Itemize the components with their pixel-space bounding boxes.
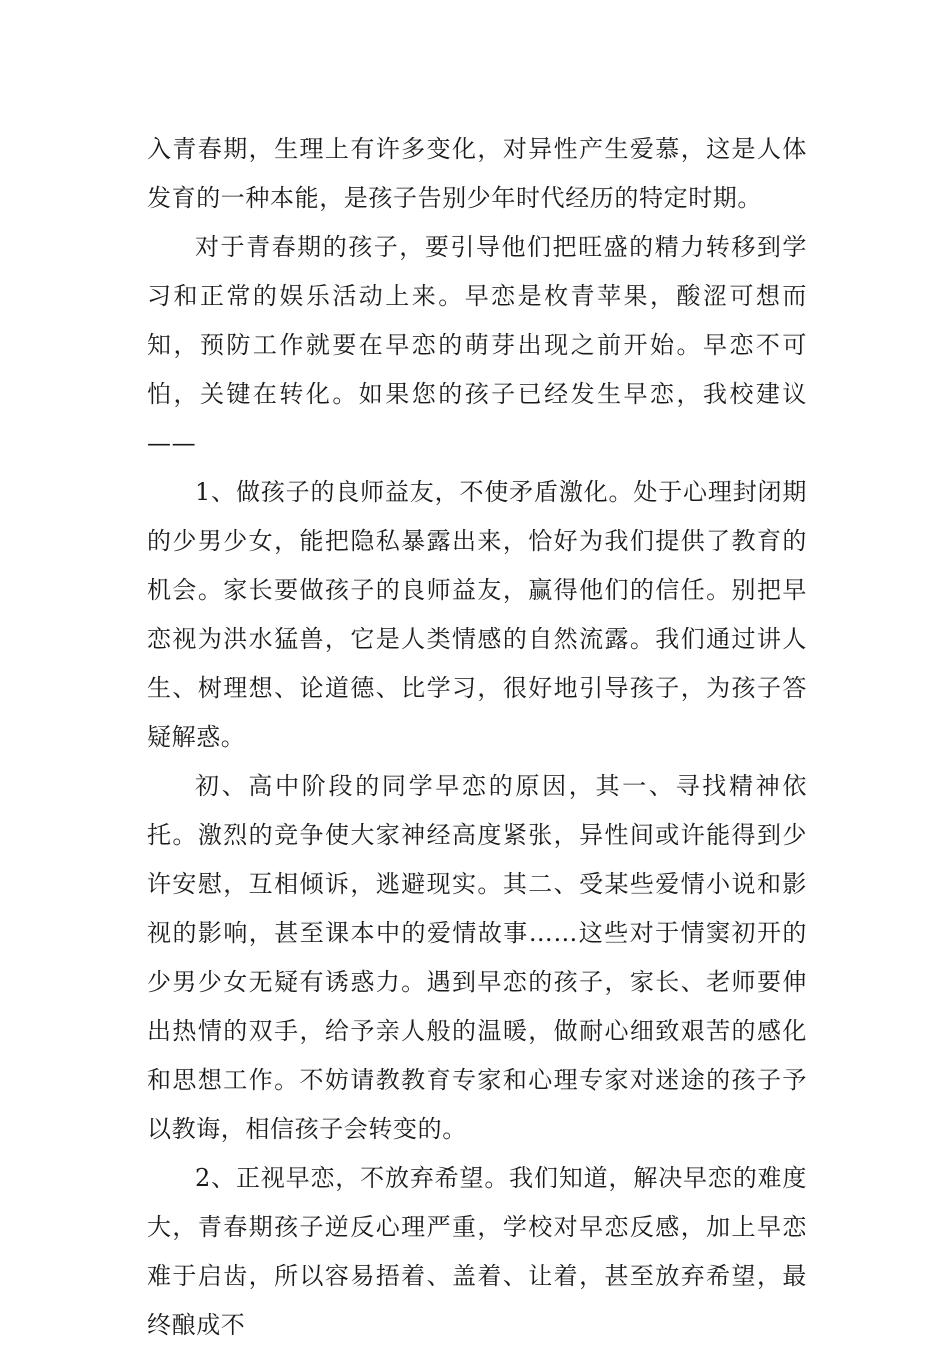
paragraph-4: 初、高中阶段的同学早恋的原因，其一、寻找精神依托。激烈的竞争使大家神经高度紧张，异性间或许能得到少许安慰，互相倾诉，逃避现实。其二、受某些爱情小说和影视的影响，甚至课本中的爱情故事……这些对于情窦初开的少男少女无疑有诱惑力。遇到早恋的孩子，家长、老师要伸出热情的双手，给予亲人般的温暖，做耐心细致艰苦的感化和思想工作。不妨请教教育专家和心理专家对迷途的孩子予以教诲，相信孩子会转变的。 [147, 772, 807, 1143]
document-body [147, 125, 807, 1350]
paragraph-1: 入青春期，生理上有许多变化，对异性产生爱慕，这是人体发育的一种本能，是孩子告别少年时代经历的特定时期。 [147, 135, 807, 212]
paragraph-2: 对于青春期的孩子，要引导他们把旺盛的精力转移到学习和正常的娱乐活动上来。早恋是枚青苹果，酸涩可想而知，预防工作就要在早恋的萌芽出现之前开始。早恋不可怕，关键在转化。如果您的孩子已经发生早恋，我校建议—— [147, 233, 807, 457]
paragraph-5: 2、正视早恋，不放弃希望。我们知道，解决早恋的难度大，青春期孩子逆反心理严重，学校对早恋反感，加上早恋难于启齿，所以容易捂着、盖着、让着，甚至放弃希望，最终酿成不 [147, 1164, 807, 1339]
paragraph-3: 1、做孩子的良师益友，不使矛盾激化。处于心理封闭期的少男少女，能把隐私暴露出来，恰好为我们提供了教育的机会。家长要做孩子的良师益友，赢得他们的信任。别把早恋视为洪水猛兽，它是人类情感的自然流露。我们通过讲人生、树理想、论道德、比学习，很好地引导孩子，为孩子答疑解惑。 [147, 478, 807, 751]
